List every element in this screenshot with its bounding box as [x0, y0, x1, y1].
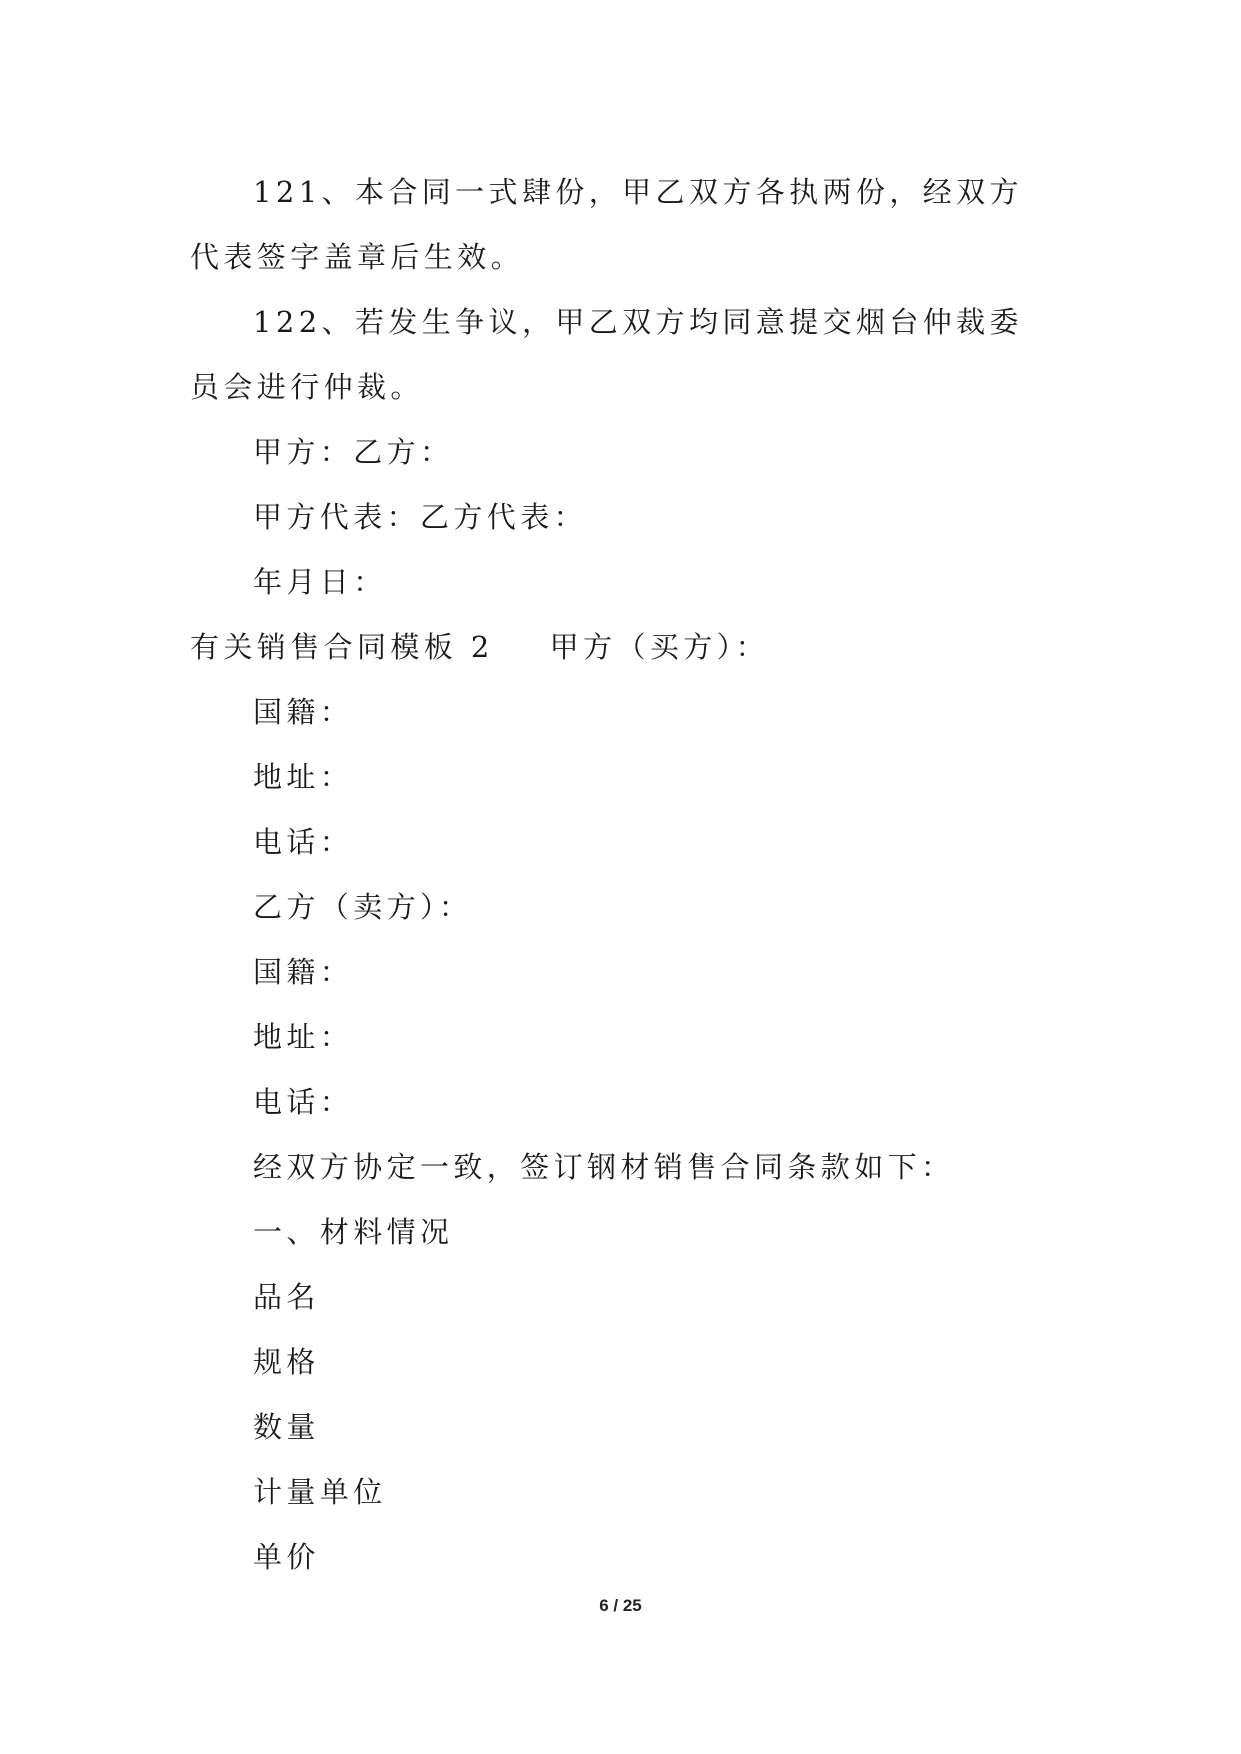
seller-phone: 电话： [253, 1085, 354, 1119]
document-body [190, 160, 1050, 1590]
section-material-heading: 一、材料情况 [253, 1215, 454, 1249]
contract-title: 有关销售合同模板 2 [190, 630, 494, 664]
seller-nationality: 国籍： [253, 955, 354, 989]
page-number: 6 / 25 [599, 1596, 642, 1615]
buyer-phone: 电话： [253, 825, 354, 859]
field-unit-of-measure: 计量单位 [253, 1475, 387, 1509]
date-line: 年月日： [253, 565, 387, 599]
field-unit-price: 单价 [253, 1540, 320, 1574]
buyer-address: 地址： [253, 760, 354, 794]
clause-121: 121、本合同一式肆份，甲乙双方各执两份，经双方代表签字盖章后生效。 [190, 175, 1023, 274]
representative-line: 甲方代表：乙方代表： [253, 500, 588, 534]
seller-address: 地址： [253, 1020, 354, 1054]
buyer-nationality: 国籍： [253, 695, 354, 729]
buyer-label: 甲方（买方）： [549, 630, 769, 664]
contract-heading [190, 615, 1050, 680]
field-product-name: 品名 [253, 1280, 320, 1314]
party-line: 甲方：乙方： [253, 435, 454, 469]
agreement-intro: 经双方协定一致，签订钢材销售合同条款如下： [253, 1150, 955, 1184]
clause-122: 122、若发生争议，甲乙双方均同意提交烟台仲裁委员会进行仲裁。 [190, 305, 1023, 404]
field-quantity: 数量 [253, 1410, 320, 1444]
field-specification: 规格 [253, 1345, 320, 1379]
seller-label: 乙方（卖方）： [253, 890, 473, 924]
